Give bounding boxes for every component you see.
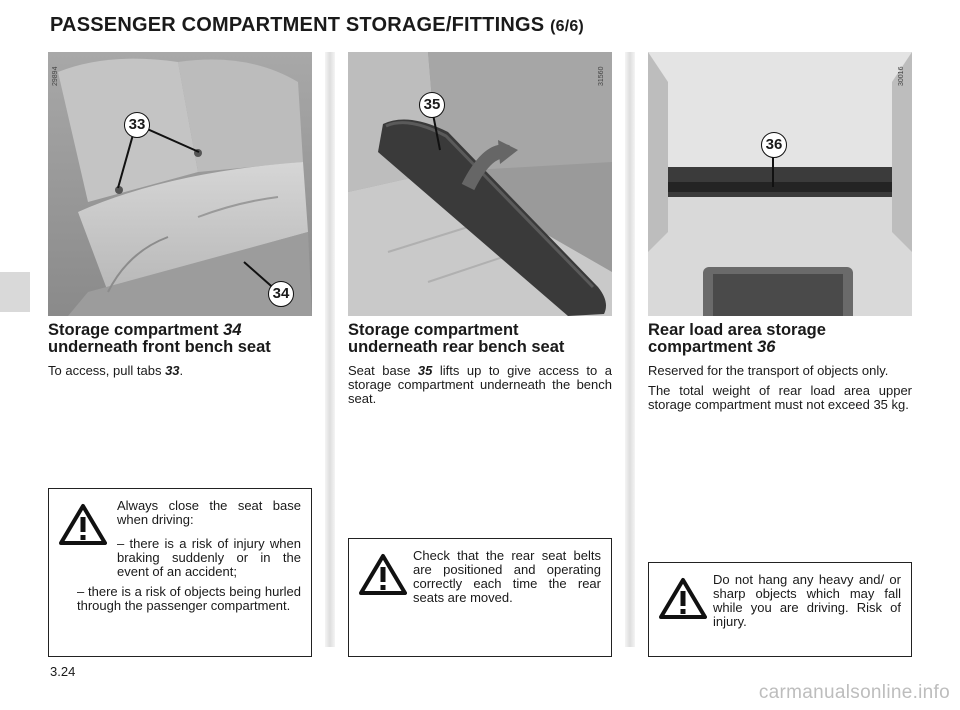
warning-icon bbox=[659, 577, 707, 620]
warning-icon bbox=[359, 553, 407, 596]
section-heading: Storage compartment 34 underneath front bench seat bbox=[48, 321, 271, 356]
title-text: PASSENGER COMPARTMENT STORAGE/FITTINGS bbox=[50, 14, 545, 36]
section-body: The total weight of rear load area upper storage compartment must not exceed 35 kg. bbox=[648, 383, 912, 412]
callout-34: 34 bbox=[268, 281, 294, 307]
section-heading: Storage compartment underneath rear bench seat bbox=[348, 321, 565, 356]
warning-box-seat-belts bbox=[348, 538, 612, 657]
callout-36: 36 bbox=[761, 132, 787, 158]
watermark: carmanualsonline.info bbox=[758, 682, 950, 703]
warning-icon bbox=[59, 503, 107, 546]
image-ref: 30016 bbox=[898, 66, 905, 86]
warning-text: Do not hang any heavy and/ or sharp objects which may fall while you are driving. Risk of injury. bbox=[713, 572, 901, 629]
warning-box-heavy-objects bbox=[648, 562, 912, 657]
warning-item: – there is a risk of injury when braking suddenly or in the event of an accident; bbox=[117, 536, 301, 579]
section-body: To access, pull tabs 33. bbox=[48, 363, 184, 378]
front-bench-section bbox=[48, 322, 312, 384]
warning-intro: Always close the seat base when driving: bbox=[117, 498, 301, 527]
image-ref: 29894 bbox=[52, 66, 59, 86]
callout-35: 35 bbox=[419, 92, 445, 118]
callout-33: 33 bbox=[124, 112, 150, 138]
page-number: 3.24 bbox=[50, 664, 76, 679]
title-part: (6/6) bbox=[550, 18, 584, 35]
warning-box-seat-base bbox=[48, 488, 312, 657]
warning-text: Check that the rear seat belts are positioned and operating correctly each time the rear seats are moved. bbox=[413, 548, 601, 605]
section-body: Reserved for the transport of objects only. bbox=[648, 363, 889, 378]
warning-item: – there is a risk of objects being hurled through the passenger compartment. bbox=[77, 584, 301, 613]
image-ref: 31560 bbox=[598, 66, 605, 86]
rear-bench-section bbox=[348, 322, 612, 412]
section-body: Seat base 35 lifts up to give access to a storage compartment underneath the bench seat. bbox=[348, 363, 612, 406]
rear-load-section bbox=[648, 322, 912, 418]
section-heading: Rear load area storage compartment 36 bbox=[648, 321, 826, 356]
